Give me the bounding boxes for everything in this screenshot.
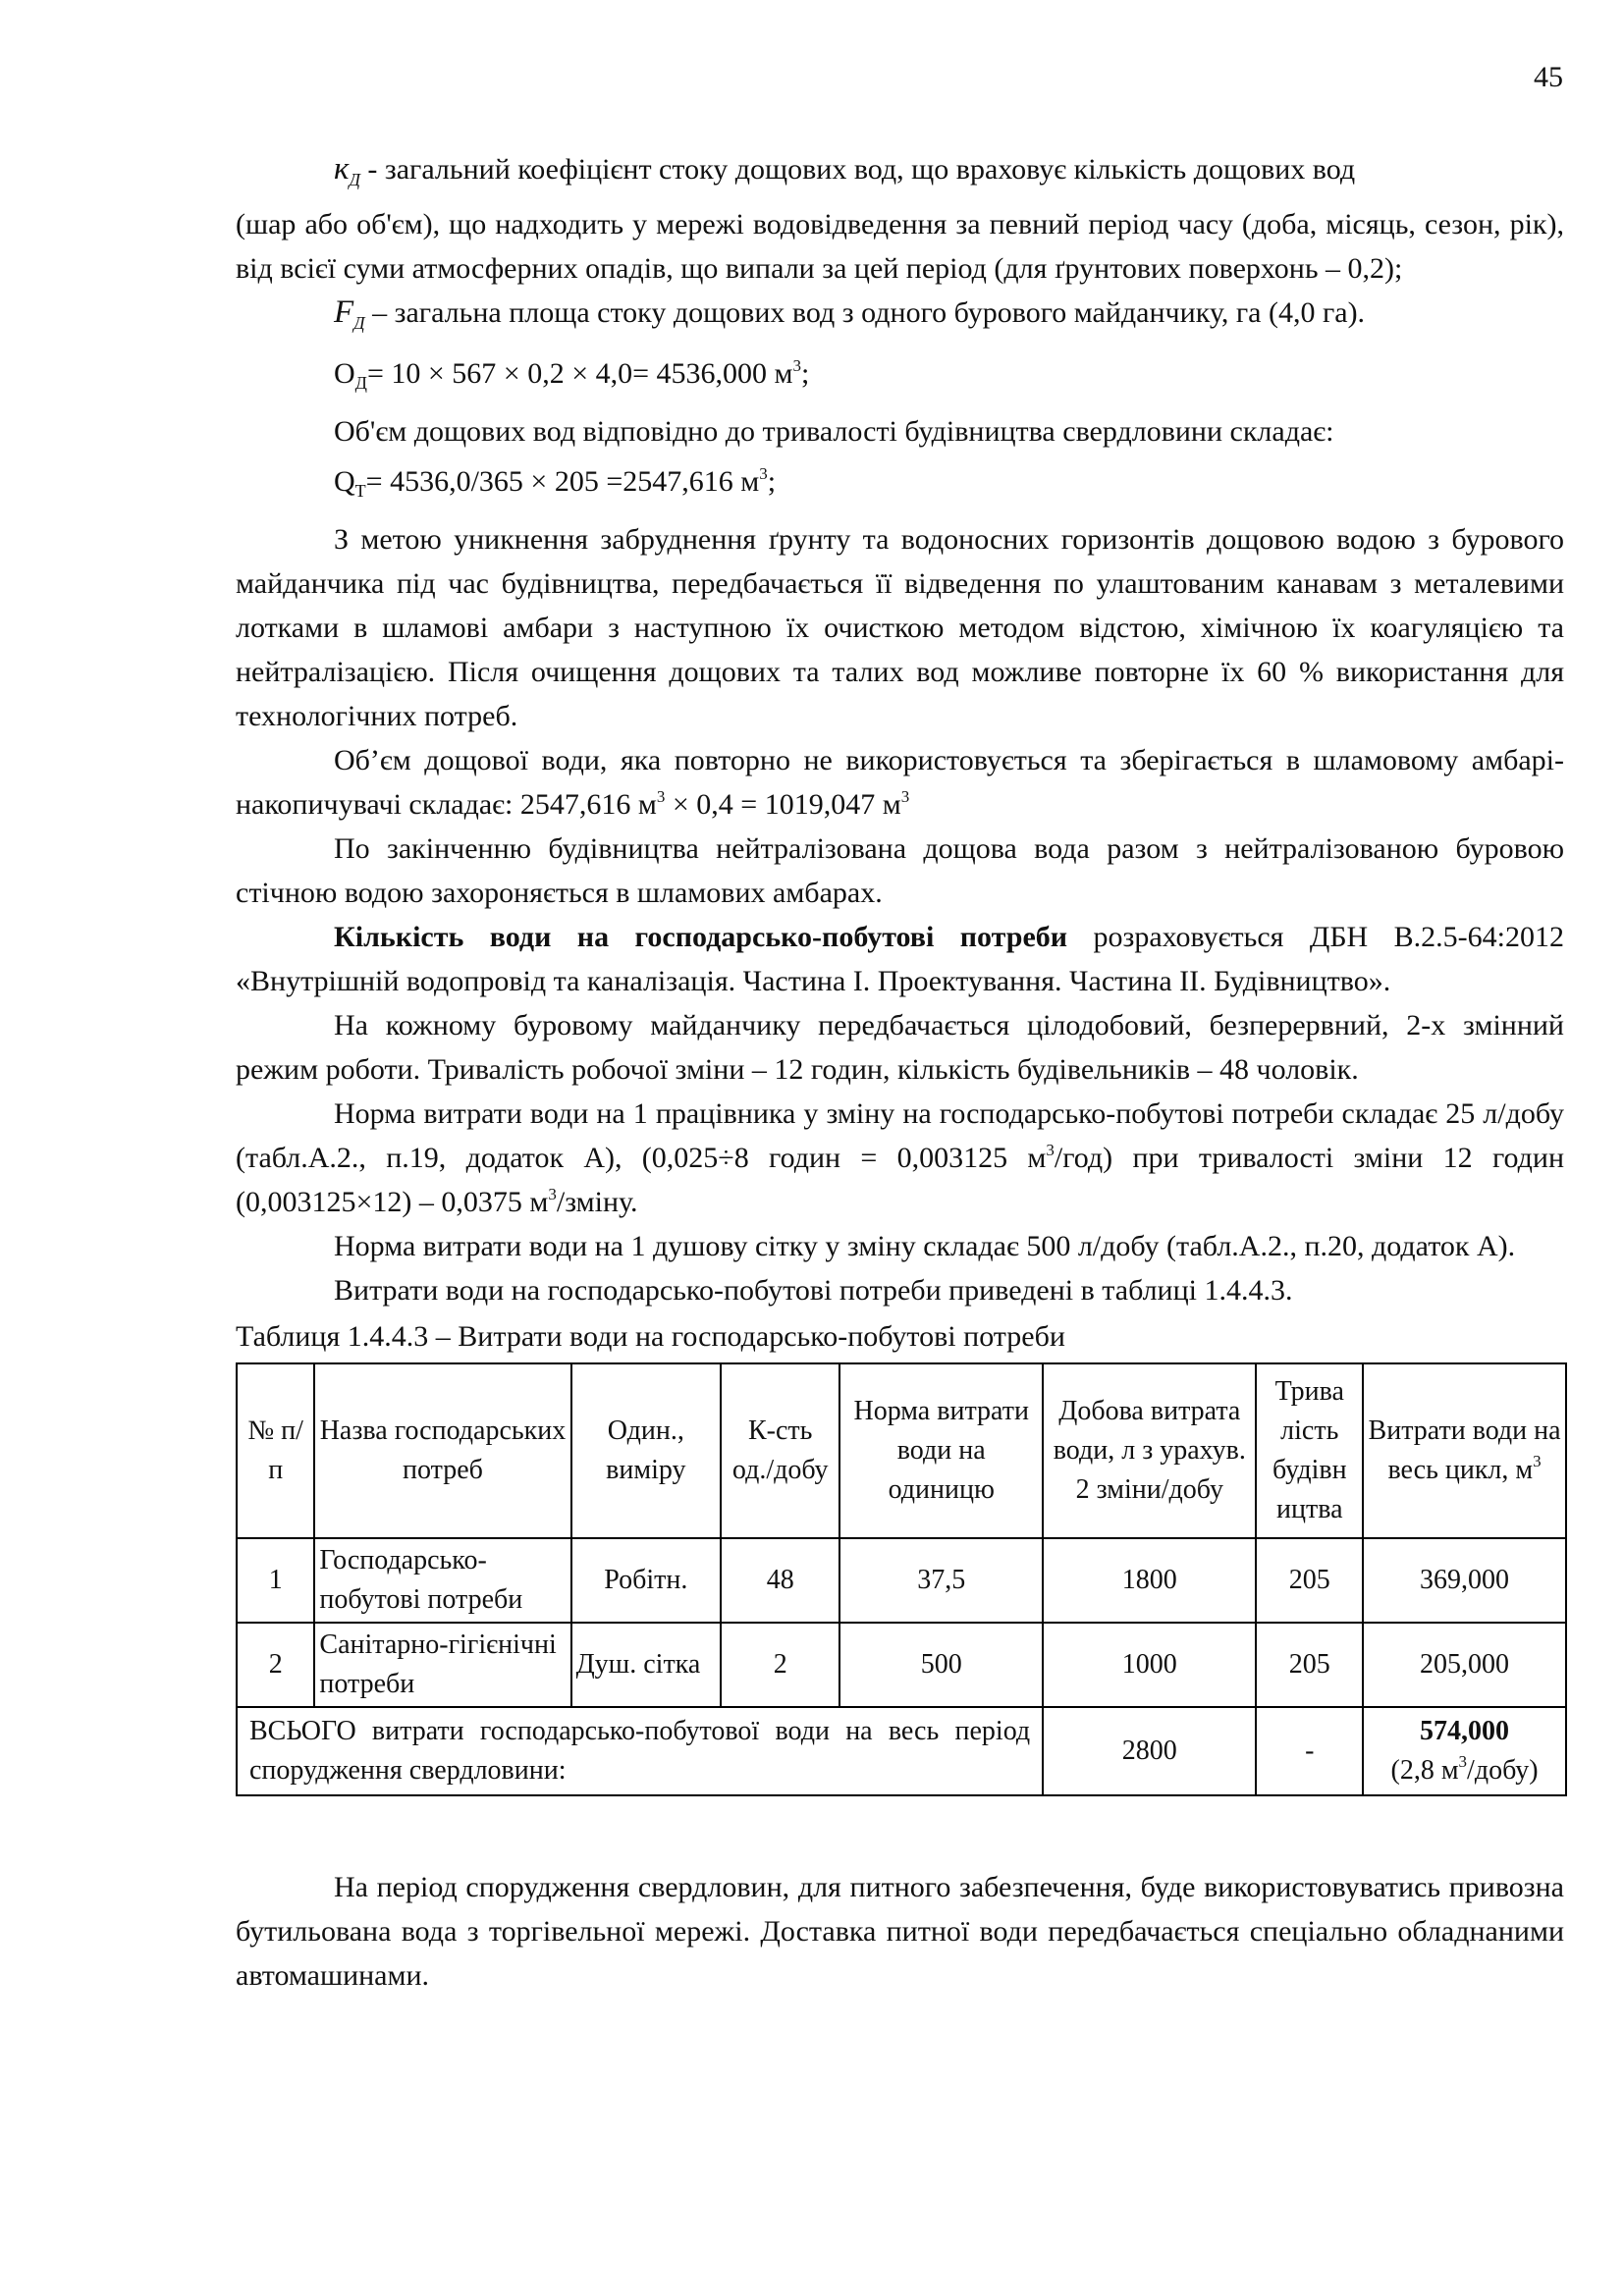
formula-od [236, 351, 1564, 405]
table-header-row [237, 1363, 1566, 1538]
header-unit: Один., виміру [571, 1363, 722, 1538]
table-total-row [237, 1707, 1566, 1795]
formula-od-tail: ; [801, 357, 810, 390]
cell-total: 369,000 [1363, 1538, 1566, 1623]
page-number: 45 [1534, 61, 1563, 93]
para-shifts: На кожному буровому майданчику передбачається цілодобовий, безперервний, 2-х змінний режим роботи. Тривалість робочої зміни – 12 годин, кількість будівельників – 48 чоловік. [236, 1009, 1564, 1086]
table-row [237, 1538, 1566, 1623]
para-household-text: розраховується ДБН В.2.5-64:2012 «Внутрішній водопровід та каналізація. Частина І. Проектування. Частина ІІ. Будівництво». [236, 921, 1565, 997]
fd-definition [236, 291, 1564, 346]
cell-name: Господарсько-побутові потреби [314, 1538, 570, 1623]
table-caption: Таблиця 1.4.4.3 – Витрати води на господарсько-побутові потреби [236, 1320, 1065, 1353]
para-drinking-water: На період спорудження свердловин, для питного забезпечення, буде використовуватись привозна бутильована вода з торгівельної мережі. Доставка питної води передбачається спеціально обладнаними автомашинами. [236, 1871, 1564, 1992]
para-norm-shower: Норма витрати води на 1 душову сітку у зміну складає 500 л/добу (табл.А.2., п.20, додаток А). [334, 1230, 1516, 1262]
total-duration: - [1256, 1707, 1363, 1795]
table-row [237, 1623, 1566, 1707]
para-not-reused-sup1: 3 [656, 787, 666, 806]
para-not-reused [236, 738, 1564, 827]
formula-od-lhs: О [334, 357, 355, 390]
para-household [236, 915, 1564, 1003]
para-table-ref: Витрати води на господарсько-побутові потреби приведені в таблиці 1.4.4.3. [334, 1274, 1293, 1307]
cell-qty: 2 [721, 1623, 839, 1707]
formula-qt-lhs: Q [334, 465, 355, 498]
formula-qt-rhs: = 4536,0/365 × 205 =2547,616 м [365, 465, 760, 498]
formula-od-sup: 3 [792, 356, 802, 375]
formula-od-sub: Д [354, 373, 367, 393]
cell-duration: 205 [1256, 1623, 1363, 1707]
fd-subscript: Д [353, 313, 365, 333]
header-total-sup: 3 [1533, 1452, 1542, 1470]
header-name: Назва господарських потреб [314, 1363, 570, 1538]
fd-definition-text: – загальна площа стоку дощових вод з одного бурового майданчику, га (4,0 га). [364, 296, 1366, 329]
para-norm-worker-text2: /год) при тривалості зміни 12 годин (0,003125×12) – 0,0375 м [236, 1142, 1565, 1218]
cell-unit: Робітн. [571, 1538, 722, 1623]
kd-definition-first: - загальний коефіцієнт стоку дощових вод, що враховує кількість дощових вод [359, 153, 1356, 186]
cell-daily: 1800 [1043, 1538, 1256, 1623]
cell-norm: 500 [839, 1623, 1043, 1707]
total-note-suffix: /добу) [1467, 1755, 1539, 1786]
para-prevent-pollution: З метою уникнення забруднення ґрунту та водоносних горизонтів дощовою водою з бурового майданчика під час будівництва, передбачається її відведення по улаштованим канавам з металевими лотками в шламові амбари з наступною їх очисткою методом відстою, хімічною їх коагуляцією та нейтралізацією. Після очищення дощових та талих вод можливе повторне їх 60 % використання для технологічних потреб. [236, 523, 1564, 732]
cell-daily: 1000 [1043, 1623, 1256, 1707]
header-total [1363, 1363, 1566, 1538]
para-norm-worker-text1: Норма витрати води на 1 працівника у зміну на господарсько-побутові потреби складає 25 л/добу (табл.А.2., п.19, додаток А), (0,025÷8 годин = 0,003125 м [236, 1097, 1564, 1174]
total-note-prefix: (2,8 м [1390, 1755, 1459, 1786]
para-norm-worker-sup2: 3 [548, 1185, 557, 1203]
formula-qt-sup: 3 [759, 464, 768, 483]
formula-qt-tail: ; [767, 465, 777, 498]
header-total-text: Витрати води на весь цикл, м [1368, 1415, 1561, 1485]
header-qty: К-сть од./добу [721, 1363, 839, 1538]
para-norm-worker-text3: /зміну. [556, 1186, 638, 1218]
para-burial: По закінченню будівництва нейтралізована дощова вода разом з нейтралізованою буровою стічною водою захороняється в шламових амбарах. [236, 832, 1564, 909]
para-not-reused-text1: Об’єм дощової води, яка повторно не використовується та зберігається в шламовому амбарі-накопичувачі складає: 2547,616 м [236, 744, 1564, 821]
cell-qty: 48 [721, 1538, 839, 1623]
para-volume-intro: Об'єм дощових вод відповідно до тривалості будівництва свердловини складає: [334, 415, 1334, 448]
cell-duration: 205 [1256, 1538, 1363, 1623]
para-norm-worker [236, 1092, 1564, 1224]
cell-name: Санітарно-гігієнічні потреби [314, 1623, 570, 1707]
kd-definition [236, 147, 1564, 202]
kd-definition-rest: (шар або об'єм), що надходить у мережі водовідведення за певний період часу (доба, місяць, сезон, рік), від всієї суми атмосферних опадів, що випали за цей період (для ґрунтових поверхонь – 0,2); [236, 208, 1564, 285]
para-norm-worker-sup1: 3 [1046, 1141, 1055, 1159]
para-household-heading: Кількість води на господарсько-побутові потреби [334, 921, 1068, 953]
cell-no: 2 [237, 1623, 314, 1707]
para-not-reused-sup2: 3 [900, 787, 910, 806]
total-daily: 2800 [1043, 1707, 1256, 1795]
page-content [236, 147, 1564, 1998]
kd-subscript: Д [349, 170, 360, 189]
total-note-sup: 3 [1458, 1752, 1468, 1771]
formula-qt-sub: Т [354, 481, 366, 501]
header-norm: Норма витрати води на одиницю [839, 1363, 1043, 1538]
header-daily: Добова витрата води, л з урахув. 2 зміни/добу [1043, 1363, 1256, 1538]
para-not-reused-text2: × 0,4 = 1019,047 м [665, 788, 901, 821]
header-duration: Трива лість будівн ицтва [1256, 1363, 1363, 1538]
total-cycle [1363, 1707, 1566, 1795]
total-cycle-note [1368, 1751, 1561, 1790]
header-no: № п/п [237, 1363, 314, 1538]
fd-symbol: F [334, 294, 354, 330]
total-cycle-value: 574,000 [1420, 1716, 1510, 1746]
cell-no: 1 [237, 1538, 314, 1623]
kd-symbol: к [334, 151, 350, 187]
cell-unit: Душ. сітка [571, 1623, 722, 1707]
formula-qt [236, 459, 1564, 513]
water-consumption-table [236, 1362, 1567, 1796]
total-label: ВСЬОГО витрати господарсько-побутової води на весь період спорудження свердловини: [237, 1707, 1043, 1795]
cell-norm: 37,5 [839, 1538, 1043, 1623]
formula-od-rhs: = 10 × 567 × 0,2 × 4,0= 4536,000 м [366, 357, 793, 390]
cell-total: 205,000 [1363, 1623, 1566, 1707]
